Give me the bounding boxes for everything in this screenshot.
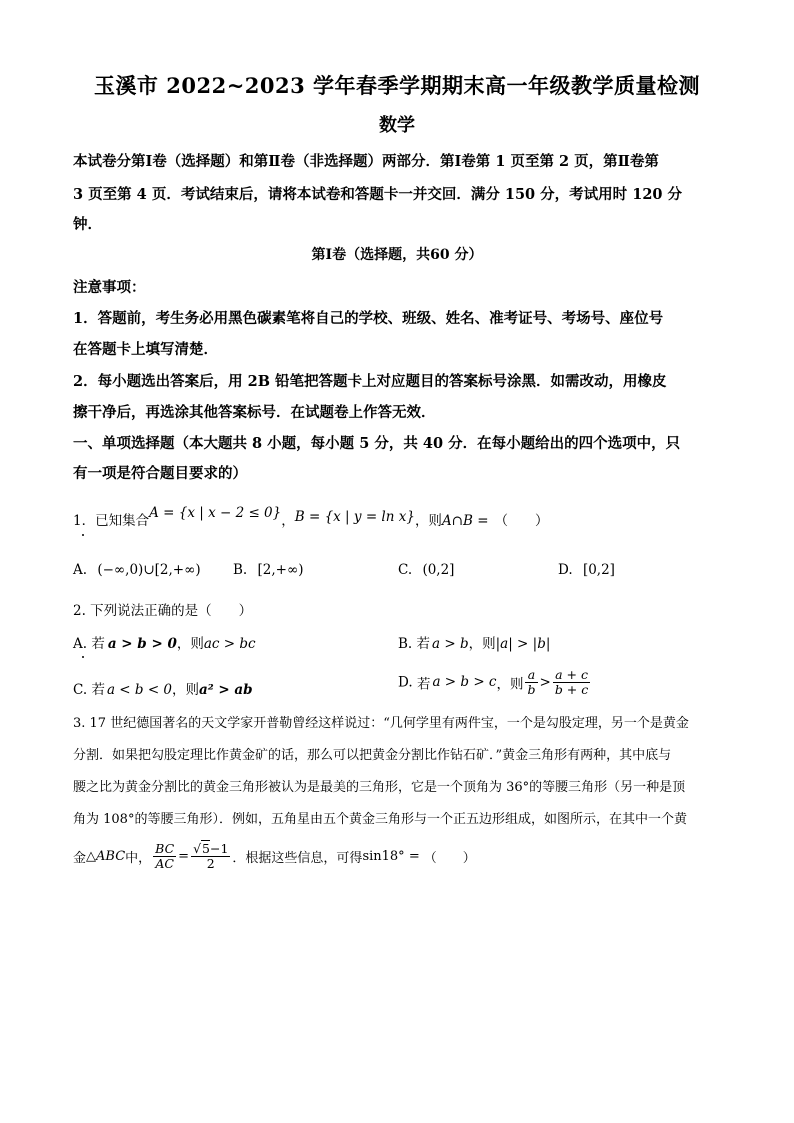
option-condition: a > b > c bbox=[432, 674, 497, 691]
option-condition: a > b bbox=[432, 636, 469, 652]
option-value: (−∞,0)∪[2,+∞) bbox=[97, 562, 201, 578]
option-result: a² > ab bbox=[199, 682, 253, 698]
equals-sign: = bbox=[178, 848, 190, 864]
option-then: ，则 bbox=[176, 636, 204, 652]
option-label: B. bbox=[398, 636, 413, 652]
fraction-denominator: b bbox=[527, 681, 536, 697]
dot-mark bbox=[82, 656, 84, 658]
q1-option-d bbox=[558, 562, 615, 578]
fraction-denominator: 2 bbox=[206, 855, 215, 871]
q1-option-a bbox=[73, 562, 201, 578]
greater-than: > bbox=[539, 674, 551, 691]
question-2-stem: 2. 下列说法正确的是（ ） bbox=[73, 603, 253, 619]
fraction-denominator: AC bbox=[155, 855, 174, 871]
part1-line-1: 一、单项选择题（本大题共 8 小题，每小题 5 分，共 40 分．在每小题给出的四个选项中，只 bbox=[73, 435, 681, 452]
fraction-golden-ratio bbox=[191, 842, 230, 871]
dot-mark bbox=[82, 534, 84, 536]
q3-line-3: 腰之比为黄金分割比的黄金三角形被认为是最美的三角形，它是一个顶角为 36°的等腰三角形（另一种是顶 bbox=[73, 780, 686, 795]
option-if: 若 bbox=[416, 636, 431, 652]
option-label: D. bbox=[558, 562, 573, 578]
q2-option-d bbox=[398, 668, 592, 697]
text-segment: ．根据这些信息，可得 bbox=[232, 850, 363, 866]
option-label: B. bbox=[233, 562, 248, 578]
q1-expression: A∩B = bbox=[441, 513, 489, 529]
part1-line-2: 有一项是符合题目要求的） bbox=[73, 465, 247, 482]
q1-suffix: ，则 bbox=[414, 513, 442, 529]
fraction-numerator: BC bbox=[155, 841, 175, 856]
intro-line-2: 3 页至第 4 页．考试结束后，请将本试卷和答题卡一并交回．满分 150 分，考试用时 120 分 bbox=[73, 186, 683, 203]
notice-item-2-line-1: 2．每小题选出答案后，用 2B 铅笔把答题卡上对应题目的答案标号涂黑．如需改动，用橡皮 bbox=[73, 373, 667, 390]
option-value: [0,2] bbox=[582, 562, 615, 578]
option-then: ，则 bbox=[496, 676, 524, 693]
q2-option-c bbox=[73, 678, 253, 698]
intro-line-1: 本试卷分第Ⅰ卷（选择题）和第Ⅱ卷（非选择题）两部分．第Ⅰ卷第 1 页至第 2 页，第Ⅱ卷第 bbox=[73, 153, 659, 170]
numerator-rest: −1 bbox=[209, 841, 229, 856]
q3-line-4: 角为 108°的等腰三角形）．例如，五角星由五个黄金三角形与一个正五边形组成，如图所示，在其中一个黄 bbox=[73, 812, 687, 827]
sqrt-radicand: 5 bbox=[202, 841, 210, 856]
notice-item-1-line-2: 在答题卡上填写清楚． bbox=[73, 341, 218, 358]
option-condition: a < b < 0 bbox=[106, 682, 173, 698]
q3-blank: （ ） bbox=[423, 850, 476, 866]
q3-line-1: 3. 17 世纪德国著名的天文学家开普勒曾经这样说过：“几何学里有两件宝，一个是勾股定理，另一个是黄金 bbox=[73, 716, 689, 731]
option-value: (0,2] bbox=[422, 562, 455, 578]
fraction-bc-over-ac bbox=[153, 842, 176, 871]
option-result: ac > bc bbox=[203, 636, 256, 652]
fraction-denominator: b + c bbox=[554, 681, 589, 697]
fraction-numerator: a + c bbox=[553, 668, 590, 683]
sin18-expression: sin18° = bbox=[362, 848, 420, 864]
q1-set-b: B = {x | y = ln x} bbox=[294, 509, 415, 525]
option-if: 若 bbox=[91, 636, 105, 652]
option-value: [2,+∞) bbox=[257, 562, 304, 578]
option-label: C. bbox=[73, 682, 88, 698]
notice-label: 注意事项： bbox=[73, 279, 146, 296]
triangle-abc: △ABC bbox=[86, 848, 126, 864]
intro-line-3: 钟． bbox=[73, 216, 102, 233]
option-then: ，则 bbox=[468, 636, 496, 652]
option-condition: a > b > 0 bbox=[107, 636, 177, 652]
option-then: ，则 bbox=[172, 682, 200, 698]
subject-title: 数学 bbox=[379, 115, 415, 136]
fraction-ac-over-bc bbox=[553, 668, 590, 697]
text-segment: 中， bbox=[125, 850, 152, 866]
option-label: D. bbox=[398, 674, 413, 691]
fraction-a-over-b bbox=[525, 668, 537, 697]
text-segment: 金 bbox=[73, 850, 87, 866]
q2-option-b bbox=[398, 632, 550, 652]
q3-line-2: 分割．如果把勾股定理比作黄金矿的话，那么可以把黄金分割比作钻石矿．”黄金三角形有两种，其中底与 bbox=[73, 748, 672, 763]
q1-option-b bbox=[233, 562, 304, 578]
option-result: |a| > |b| bbox=[495, 636, 551, 652]
exam-title: 玉溪市 2022~2023 学年春季学期期末高一年级教学质量检测 bbox=[93, 73, 701, 98]
q1-blank: （ ） bbox=[494, 513, 549, 529]
section-heading: 第Ⅰ卷（选择题，共60 分） bbox=[311, 247, 483, 263]
notice-item-2-line-2: 擦干净后，再选涂其他答案标号．在试题卷上作答无效． bbox=[73, 404, 436, 421]
option-if: 若 bbox=[416, 676, 431, 693]
fraction-numerator: √5−1 bbox=[193, 841, 229, 856]
option-label: A. bbox=[73, 636, 88, 652]
fraction-numerator: a bbox=[525, 668, 537, 683]
option-if: 若 bbox=[91, 682, 105, 698]
q3-line-5 bbox=[73, 842, 476, 871]
option-label: A. bbox=[73, 562, 88, 578]
option-label: C. bbox=[398, 562, 413, 578]
q1-prefix: 1．已知集合 bbox=[73, 513, 150, 529]
notice-item-1-line-1: 1．答题前，考生务必用黑色碳素笔将自己的学校、班级、姓名、准考证号、考场号、座位号 bbox=[73, 310, 664, 327]
q1-option-c bbox=[398, 562, 454, 578]
question-1-stem bbox=[73, 505, 549, 529]
q1-sep: ， bbox=[281, 513, 295, 529]
q1-set-a: A = {x | x − 2 ≤ 0} bbox=[149, 505, 282, 521]
q2-option-a bbox=[73, 632, 256, 652]
